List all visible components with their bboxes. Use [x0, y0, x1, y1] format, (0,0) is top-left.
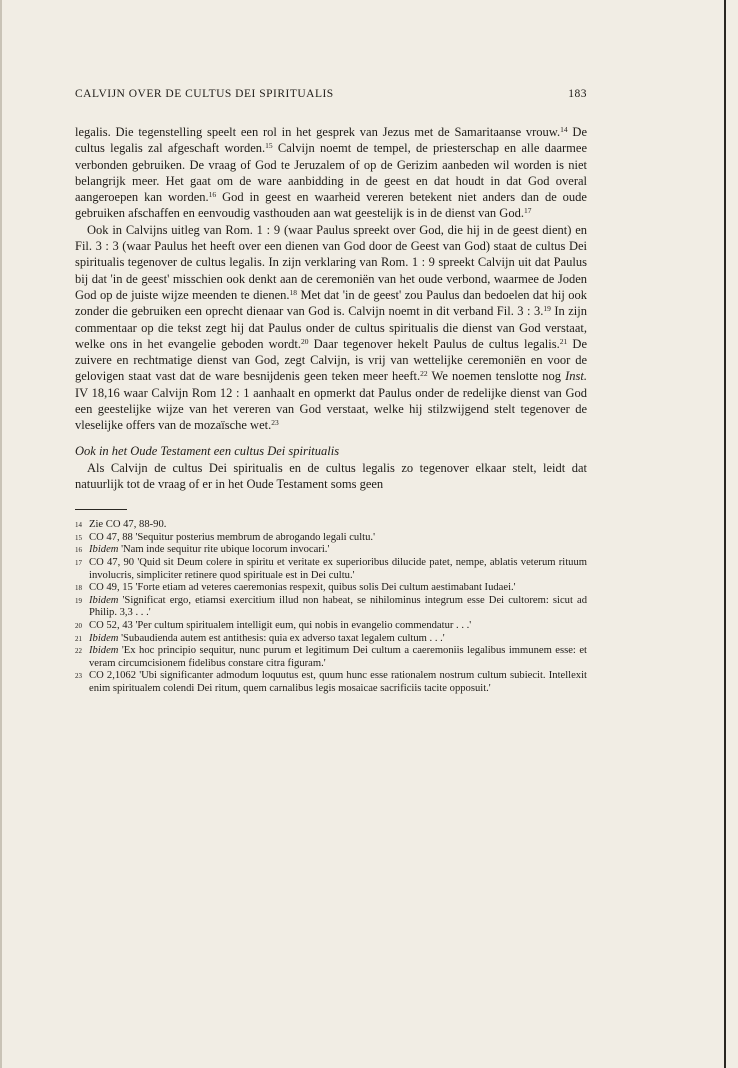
- footnote: [75, 670, 587, 695]
- footnote-text: [89, 582, 587, 595]
- footnote-number: 15: [75, 533, 82, 542]
- text-run: Met dat 'in de geest' zou Paulus dan bedoelen dat hij ook zonder die gebruiken een oprecht dienaar van God is. Calvijn noemt in dit verband Fil. 3 : 3.: [75, 287, 587, 319]
- footnote-text: [89, 557, 587, 582]
- footnote-divider: [75, 509, 127, 510]
- footnote-text: [89, 595, 587, 620]
- footnote-ref[interactable]: 19: [543, 304, 551, 314]
- paragraph-3: Als Calvijn de cultus Dei spiritualis en de cultus legalis zo tegenover elkaar stelt, leidt dat natuurlijk tot de vraag of er in het Oude Testament soms geen: [75, 460, 587, 491]
- footnote-cite: Ibidem: [89, 645, 119, 657]
- footnote-ref[interactable]: 18: [289, 287, 298, 297]
- footnote-body: Zie CO 47, 88-90.: [89, 519, 167, 531]
- footnote-number: 19: [75, 596, 82, 605]
- footnote: [75, 620, 587, 633]
- footnote-ref[interactable]: 22: [420, 369, 428, 379]
- text-run: God in geest en waarheid vereren betekent niet anders dan de oude gebruiken afschaffen en eenvoudig vasthouden aan wat geestelijk is in de dienst van God.: [75, 190, 587, 221]
- footnote-number: 14: [75, 521, 82, 530]
- footnote-text: [89, 532, 587, 545]
- text-run-italic: Inst.: [565, 369, 588, 384]
- paragraph-2: [75, 222, 587, 434]
- page-number: 183: [568, 88, 587, 100]
- text-run: In zijn commentaar op die tekst zegt hij dat Paulus onder de cultus spiritualis die dienst van God verstaat, welke ons in het evangelie geboden wordt.: [75, 304, 587, 351]
- footnote-number: 22: [75, 647, 82, 656]
- footnote-text: [89, 645, 587, 670]
- footnote: [75, 645, 587, 670]
- footnote-text: [89, 620, 587, 633]
- footnote-cite: Ibidem: [89, 632, 119, 644]
- running-head-title: CALVIJN OVER DE CULTUS DEI SPIRITUALIS: [75, 88, 334, 100]
- section-heading: Ook in het Oude Testament een cultus Dei spiritualis: [75, 443, 340, 458]
- footnote-ref[interactable]: 17: [523, 206, 532, 216]
- footnote-cite: Ibidem: [89, 594, 119, 606]
- footnote-number: 20: [75, 621, 82, 630]
- paragraph-1: [75, 124, 587, 222]
- footnote-body: 'Subaudienda autem est antithesis: quia ex adverso taxat legalem cultum . . .': [118, 632, 445, 644]
- footnote-body: CO 2,1062 'Ubi significanter admodum loquutus est, quum hunc esse rationalem nostrum cultum subiecit. Intellexit enim spiritualem colendi Dei ritum, quem carnalibus legis mosaicae sacrificiis tacite opposuit.': [89, 670, 587, 694]
- footnote: [75, 582, 587, 595]
- page-edge-right: [724, 0, 726, 1068]
- text-run: De cultus legalis zal afgeschaft worden.: [75, 125, 587, 156]
- footnote-body: 'Significat ergo, etiamsi exercitium illud non habeat, se nihilominus integrum esse Dei cultorem: sicut ad Philip. 3,3 . . .': [89, 594, 587, 619]
- text-run: legalis. Die tegenstelling speelt een rol in het gesprek van Jezus met de Samaritaanse vrouw.: [75, 125, 561, 139]
- footnote-body: CO 52, 43 'Per cultum spiritualem intelligit eum, qui nobis in evangelio commendatur . . .': [89, 619, 472, 631]
- footnote-number: 23: [75, 672, 82, 681]
- footnote: [75, 544, 587, 557]
- text-run: We noemen tenslotte nog: [427, 369, 566, 384]
- footnote: [75, 519, 587, 532]
- footnote-ref[interactable]: 21: [559, 336, 568, 346]
- book-page: [75, 88, 587, 696]
- footnote-body: CO 49, 15 'Forte etiam ad veteres caeremonias respexit, quibus solis Dei cultum aestimabant Iudaei.': [89, 582, 516, 594]
- footnote-ref[interactable]: 20: [300, 336, 309, 346]
- running-head: [75, 88, 587, 108]
- text-run: De zuivere en rechtmatige dienst van God, zegt Calvijn, is vrij van wettelijke ceremoniën en voor de gelovigen staat vast dat de ware besnijdenis geen teken meer heeft.: [75, 336, 588, 384]
- footnote: [75, 633, 587, 646]
- footnote-ref[interactable]: 14: [560, 125, 568, 134]
- footnote-body: 'Ex hoc principio sequitur, nunc purum et legitimum Dei cultum a caeremoniis legalibus immunem esse: et veram circumcisionem fidelibus constare citra figuram.': [89, 645, 587, 669]
- text-run: Daar tegenover hekelt Paulus de cultus legalis.: [308, 336, 560, 351]
- footnotes: [75, 519, 587, 695]
- footnote: [75, 532, 587, 545]
- page-edge: [0, 0, 2, 1068]
- body-text: [75, 124, 587, 492]
- footnote-body: CO 47, 88 'Sequitur posterius membrum de abrogando legali cultu.': [89, 531, 375, 543]
- text-run: IV 18,16 waar Calvijn Rom 12 : 1 aanhaalt en opmerkt dat Paulus onder de redelijke dienst van God een geestelijke wijze van het vereren van God verstaat, welke hij stilzwijgend stelt tegenover de vleselijke offers van de mozaïsche wet.: [75, 385, 587, 433]
- footnote-body: CO 47, 90 'Quid sit Deum colere in spiritu et veritate ex superioribus dilucide patet, nempe, ablatis veterum rituum involucris, simpliciter retinere quod spirituale est in Dei cultu.': [89, 557, 587, 581]
- footnote-text: [89, 519, 587, 532]
- footnote: [75, 557, 587, 582]
- footnote-cite: Ibidem: [89, 544, 119, 556]
- footnote-ref[interactable]: 16: [208, 190, 217, 200]
- footnote-number: 16: [75, 546, 82, 555]
- text-run: Ook in Calvijns uitleg van Rom. 1 : 9 (waar Paulus spreekt over God, die hij in de geest dient) en Fil. 3 : 3 (waar Paulus het heeft over een dienen van God door de Geest van God) staat de cultus Dei spiritualis tegenover de cultus legalis. In zijn verklaring van Rom. 1 : 9 spreekt Calvijn uit dat Paulus bij dat 'in de geest' misschien ook denkt aan de ceremoniën van het oude verbond, waarmee de Joden God op de juiste wijze meenden te dienen.: [75, 222, 587, 302]
- footnote-number: 18: [75, 584, 82, 593]
- text-run: Calvijn noemt de tempel, de priesterschap en alle daarmee verbonden gebruiken. De vraag of God te Jeruzalem of op de Gerizim aanbeden wil worden is niet belangrijk meer. Het gaat om de ware aanbidding in de geest en dat houdt in dat God overal aangeroepen kan worden.: [75, 141, 587, 205]
- footnote-body: 'Nam inde sequitur rite ubique locorum invocari.': [118, 544, 330, 556]
- footnote-text: [89, 544, 587, 557]
- footnote-ref[interactable]: 23: [271, 418, 279, 428]
- footnote-text: [89, 670, 587, 695]
- footnote-text: [89, 633, 587, 646]
- footnote: [75, 595, 587, 620]
- footnote-number: 17: [75, 559, 82, 568]
- footnote-ref[interactable]: 15: [265, 141, 273, 151]
- footnote-number: 21: [75, 634, 82, 643]
